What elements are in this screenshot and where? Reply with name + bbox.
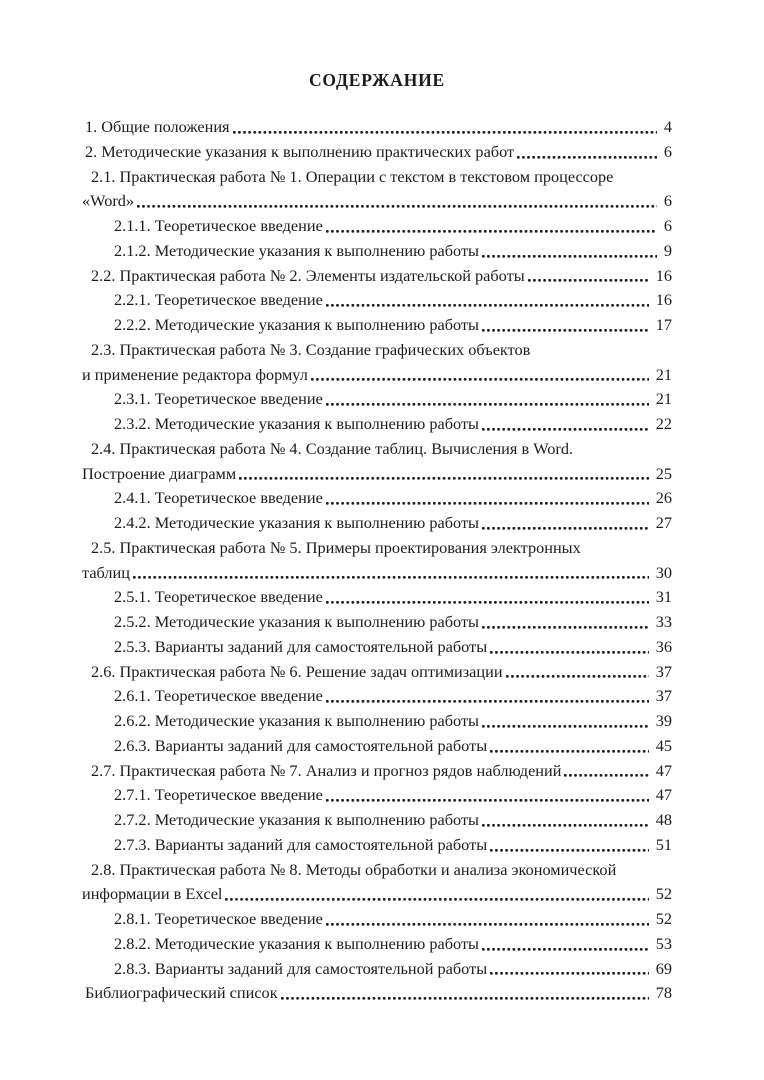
toc-page-number: 31 [655, 587, 672, 607]
dot-leader [326, 907, 649, 932]
toc-entry-title: 2.5. Практическая работа № 5. Примеры проектирования электронных [91, 537, 581, 557]
toc-line [82, 313, 672, 338]
toc-entry [82, 660, 672, 685]
dot-leader [133, 561, 649, 586]
toc-entry [82, 808, 672, 833]
toc-line [82, 264, 672, 289]
toc-entry-title: 2.8.3. Варианты заданий для самостоятельной работы [114, 958, 488, 978]
toc-line [82, 709, 672, 734]
toc-line [82, 932, 672, 957]
toc-page-number: 21 [655, 389, 672, 409]
toc-line [82, 585, 672, 610]
toc-entry [82, 140, 672, 165]
toc-page-number: 48 [655, 810, 672, 829]
toc-entry [82, 486, 672, 511]
dot-leader [225, 882, 648, 907]
toc-entry [82, 264, 672, 289]
dot-leader [482, 412, 649, 437]
toc-line [82, 981, 672, 1006]
toc-entry [82, 387, 672, 412]
toc-entry-title: 2.7. Практическая работа № 7. Анализ и прогноз рядов наблюдений [91, 760, 562, 780]
toc-line [82, 833, 672, 858]
dot-leader [490, 734, 649, 759]
dot-leader [482, 610, 649, 635]
toc-line [82, 684, 672, 709]
toc-entry-title: 2.3. Практическая работа № 3. Создание графических объектов [91, 339, 531, 359]
toc-entry-title: 2.7.3. Варианты заданий для самостоятельной работы [114, 834, 488, 854]
toc-entry-title: 2.1. Практическая работа № 1. Операции с текстом в текстовом процессоре [91, 166, 614, 186]
toc-entry [82, 734, 672, 759]
dot-leader [482, 239, 657, 264]
toc-entry [82, 115, 672, 140]
dot-leader [490, 635, 649, 660]
toc-line [82, 486, 672, 511]
toc-entry-title: информации в Excel [82, 884, 223, 904]
dot-leader [326, 585, 649, 610]
toc-entry-title: 2.5.1. Теоретическое введение [114, 587, 323, 607]
toc-entry-title: 2.4.1. Теоретическое введение [114, 488, 323, 508]
toc-entry-title: 2.5.3. Варианты заданий для самостоятельной работы [114, 636, 488, 656]
toc-line [82, 635, 672, 660]
dot-leader [482, 932, 649, 957]
toc-page-number: 25 [655, 463, 672, 483]
toc-entry [82, 981, 672, 1006]
toc-page-number: 6 [663, 191, 672, 211]
toc-entry [82, 610, 672, 635]
dot-leader [326, 783, 649, 808]
toc-entry-title: «Word» [82, 191, 135, 211]
toc-line [82, 808, 672, 833]
toc-page-number: 21 [655, 364, 672, 384]
toc-page-number: 16 [655, 265, 672, 285]
toc-entry [82, 684, 672, 709]
toc-line [82, 115, 672, 140]
toc-entry [82, 214, 672, 239]
toc-entry [82, 338, 672, 388]
dot-leader [239, 462, 649, 487]
dot-leader [528, 264, 649, 289]
toc-page-number: 52 [655, 884, 672, 904]
toc-entry-title: 2.7.2. Методические указания к выполнению работы [114, 810, 479, 829]
toc-line-wrap [82, 858, 672, 883]
toc-page-number: 33 [655, 612, 672, 631]
toc-page-number: 27 [655, 513, 672, 532]
toc-entry [82, 437, 672, 487]
toc-page-number: 17 [655, 315, 672, 334]
toc-entry [82, 709, 672, 734]
toc-line [82, 214, 672, 239]
toc-entry [82, 165, 672, 215]
toc-entry [82, 858, 672, 908]
toc-entry [82, 288, 672, 313]
toc-page-number: 52 [655, 909, 672, 928]
toc-page-number: 22 [655, 414, 672, 433]
toc-page-number: 30 [655, 562, 672, 582]
dot-leader [506, 660, 649, 685]
toc-entry [82, 783, 672, 808]
page-title: СОДЕРЖАНИЕ [308, 70, 445, 90]
toc-entry-title: 2.4.2. Методические указания к выполнению работы [114, 513, 479, 532]
toc-entry [82, 239, 672, 264]
toc-page-number: 6 [663, 216, 672, 235]
toc-entry-title: 2.1.2. Методические указания к выполнению работы [114, 240, 479, 260]
dot-leader [326, 684, 649, 709]
toc-line [82, 462, 672, 487]
toc-entry-title: таблиц [82, 562, 130, 582]
toc-line [82, 957, 672, 982]
toc-line [82, 140, 672, 165]
toc-line-wrap [82, 437, 672, 462]
toc-entry [82, 932, 672, 957]
toc-line [82, 734, 672, 759]
toc-line-wrap [82, 338, 672, 363]
dot-leader [482, 808, 649, 833]
toc-page-number: 9 [663, 240, 672, 260]
dot-leader [233, 115, 657, 140]
dot-leader [517, 140, 657, 165]
toc-entry-title: 2.6.1. Теоретическое введение [114, 686, 323, 706]
toc-entry-title: и применение редактора формул [82, 364, 308, 384]
toc-page-number: 36 [655, 636, 672, 656]
toc-line [82, 288, 672, 313]
toc-page-number: 53 [655, 933, 672, 953]
toc-page-number: 16 [655, 290, 672, 310]
toc-line [82, 783, 672, 808]
toc-line [82, 882, 672, 907]
toc-entry [82, 511, 672, 536]
toc-line-wrap [82, 165, 672, 190]
toc-entry [82, 412, 672, 437]
toc-page-number: 45 [655, 735, 672, 755]
toc-line [82, 239, 672, 264]
toc-page-number: 37 [655, 661, 672, 681]
toc-line [82, 759, 672, 784]
toc-line [82, 907, 672, 932]
dot-leader [326, 288, 649, 313]
table-of-contents [82, 115, 672, 1006]
dot-leader [564, 759, 648, 784]
toc-page-number: 4 [663, 117, 672, 136]
toc-entry [82, 759, 672, 784]
toc-entry [82, 833, 672, 858]
dot-leader [326, 387, 649, 412]
dot-leader [326, 486, 649, 511]
toc-entry-title: 2.8.2. Методические указания к выполнению работы [114, 933, 479, 953]
dot-leader [326, 214, 657, 239]
toc-line [82, 660, 672, 685]
toc-entry-title: 2.5.2. Методические указания к выполнению работы [114, 612, 479, 631]
toc-entry-title: 2.2. Практическая работа № 2. Элементы издательской работы [91, 265, 525, 285]
dot-leader [137, 189, 657, 214]
toc-line [82, 189, 672, 214]
toc-line [82, 363, 672, 388]
toc-page-number: 26 [655, 488, 672, 508]
toc-page-number: 47 [655, 760, 672, 780]
toc-entry-title: 2.7.1. Теоретическое введение [114, 785, 323, 805]
toc-page-number: 47 [655, 785, 672, 805]
toc-page-number: 51 [655, 834, 672, 854]
toc-entry-title: 2.4. Практическая работа № 4. Создание таблиц. Вычисления в Word. [91, 438, 574, 458]
toc-entry-title: 2.6.3. Варианты заданий для самостоятельной работы [114, 735, 488, 755]
toc-entry [82, 585, 672, 610]
dot-leader [490, 957, 649, 982]
toc-line [82, 610, 672, 635]
toc-entry-title: 2.3.1. Теоретическое введение [114, 389, 323, 409]
toc-line [82, 561, 672, 586]
toc-line [82, 412, 672, 437]
toc-entry-title: Построение диаграмм [82, 463, 237, 483]
toc-line [82, 511, 672, 536]
dot-leader [482, 313, 649, 338]
toc-page-number: 78 [655, 983, 672, 1003]
toc-entry-title: 1. Общие положения [85, 117, 230, 136]
dot-leader [311, 363, 649, 388]
toc-entry [82, 907, 672, 932]
dot-leader [490, 833, 649, 858]
toc-entry-title: 2.6. Практическая работа № 6. Решение задач оптимизации [91, 661, 503, 681]
toc-line-wrap [82, 536, 672, 561]
toc-entry [82, 536, 672, 586]
toc-page-number: 39 [655, 711, 672, 730]
dot-leader [482, 709, 649, 734]
dot-leader [281, 981, 649, 1006]
toc-entry-title: 2.3.2. Методические указания к выполнению работы [114, 414, 479, 433]
toc-page-number: 37 [655, 686, 672, 706]
toc-entry-title: Библиографический список [85, 983, 278, 1003]
dot-leader [482, 511, 649, 536]
toc-entry-title: 2.6.2. Методические указания к выполнению работы [114, 711, 479, 730]
toc-entry-title: 2.8. Практическая работа № 8. Методы обработки и анализа экономической [91, 859, 617, 879]
toc-entry [82, 957, 672, 982]
toc-page-number: 69 [655, 958, 672, 978]
toc-entry [82, 635, 672, 660]
toc-entry-title: 2.2.2. Методические указания к выполнению работы [114, 315, 479, 334]
toc-entry-title: 2.8.1. Теоретическое введение [114, 909, 323, 928]
toc-entry [82, 313, 672, 338]
toc-entry-title: 2. Методические указания к выполнению практических работ [85, 141, 515, 161]
toc-entry-title: 2.1.1. Теоретическое введение [114, 216, 323, 235]
toc-page-number: 6 [663, 141, 672, 161]
toc-line [82, 387, 672, 412]
toc-entry-title: 2.2.1. Теоретическое введение [114, 290, 323, 310]
